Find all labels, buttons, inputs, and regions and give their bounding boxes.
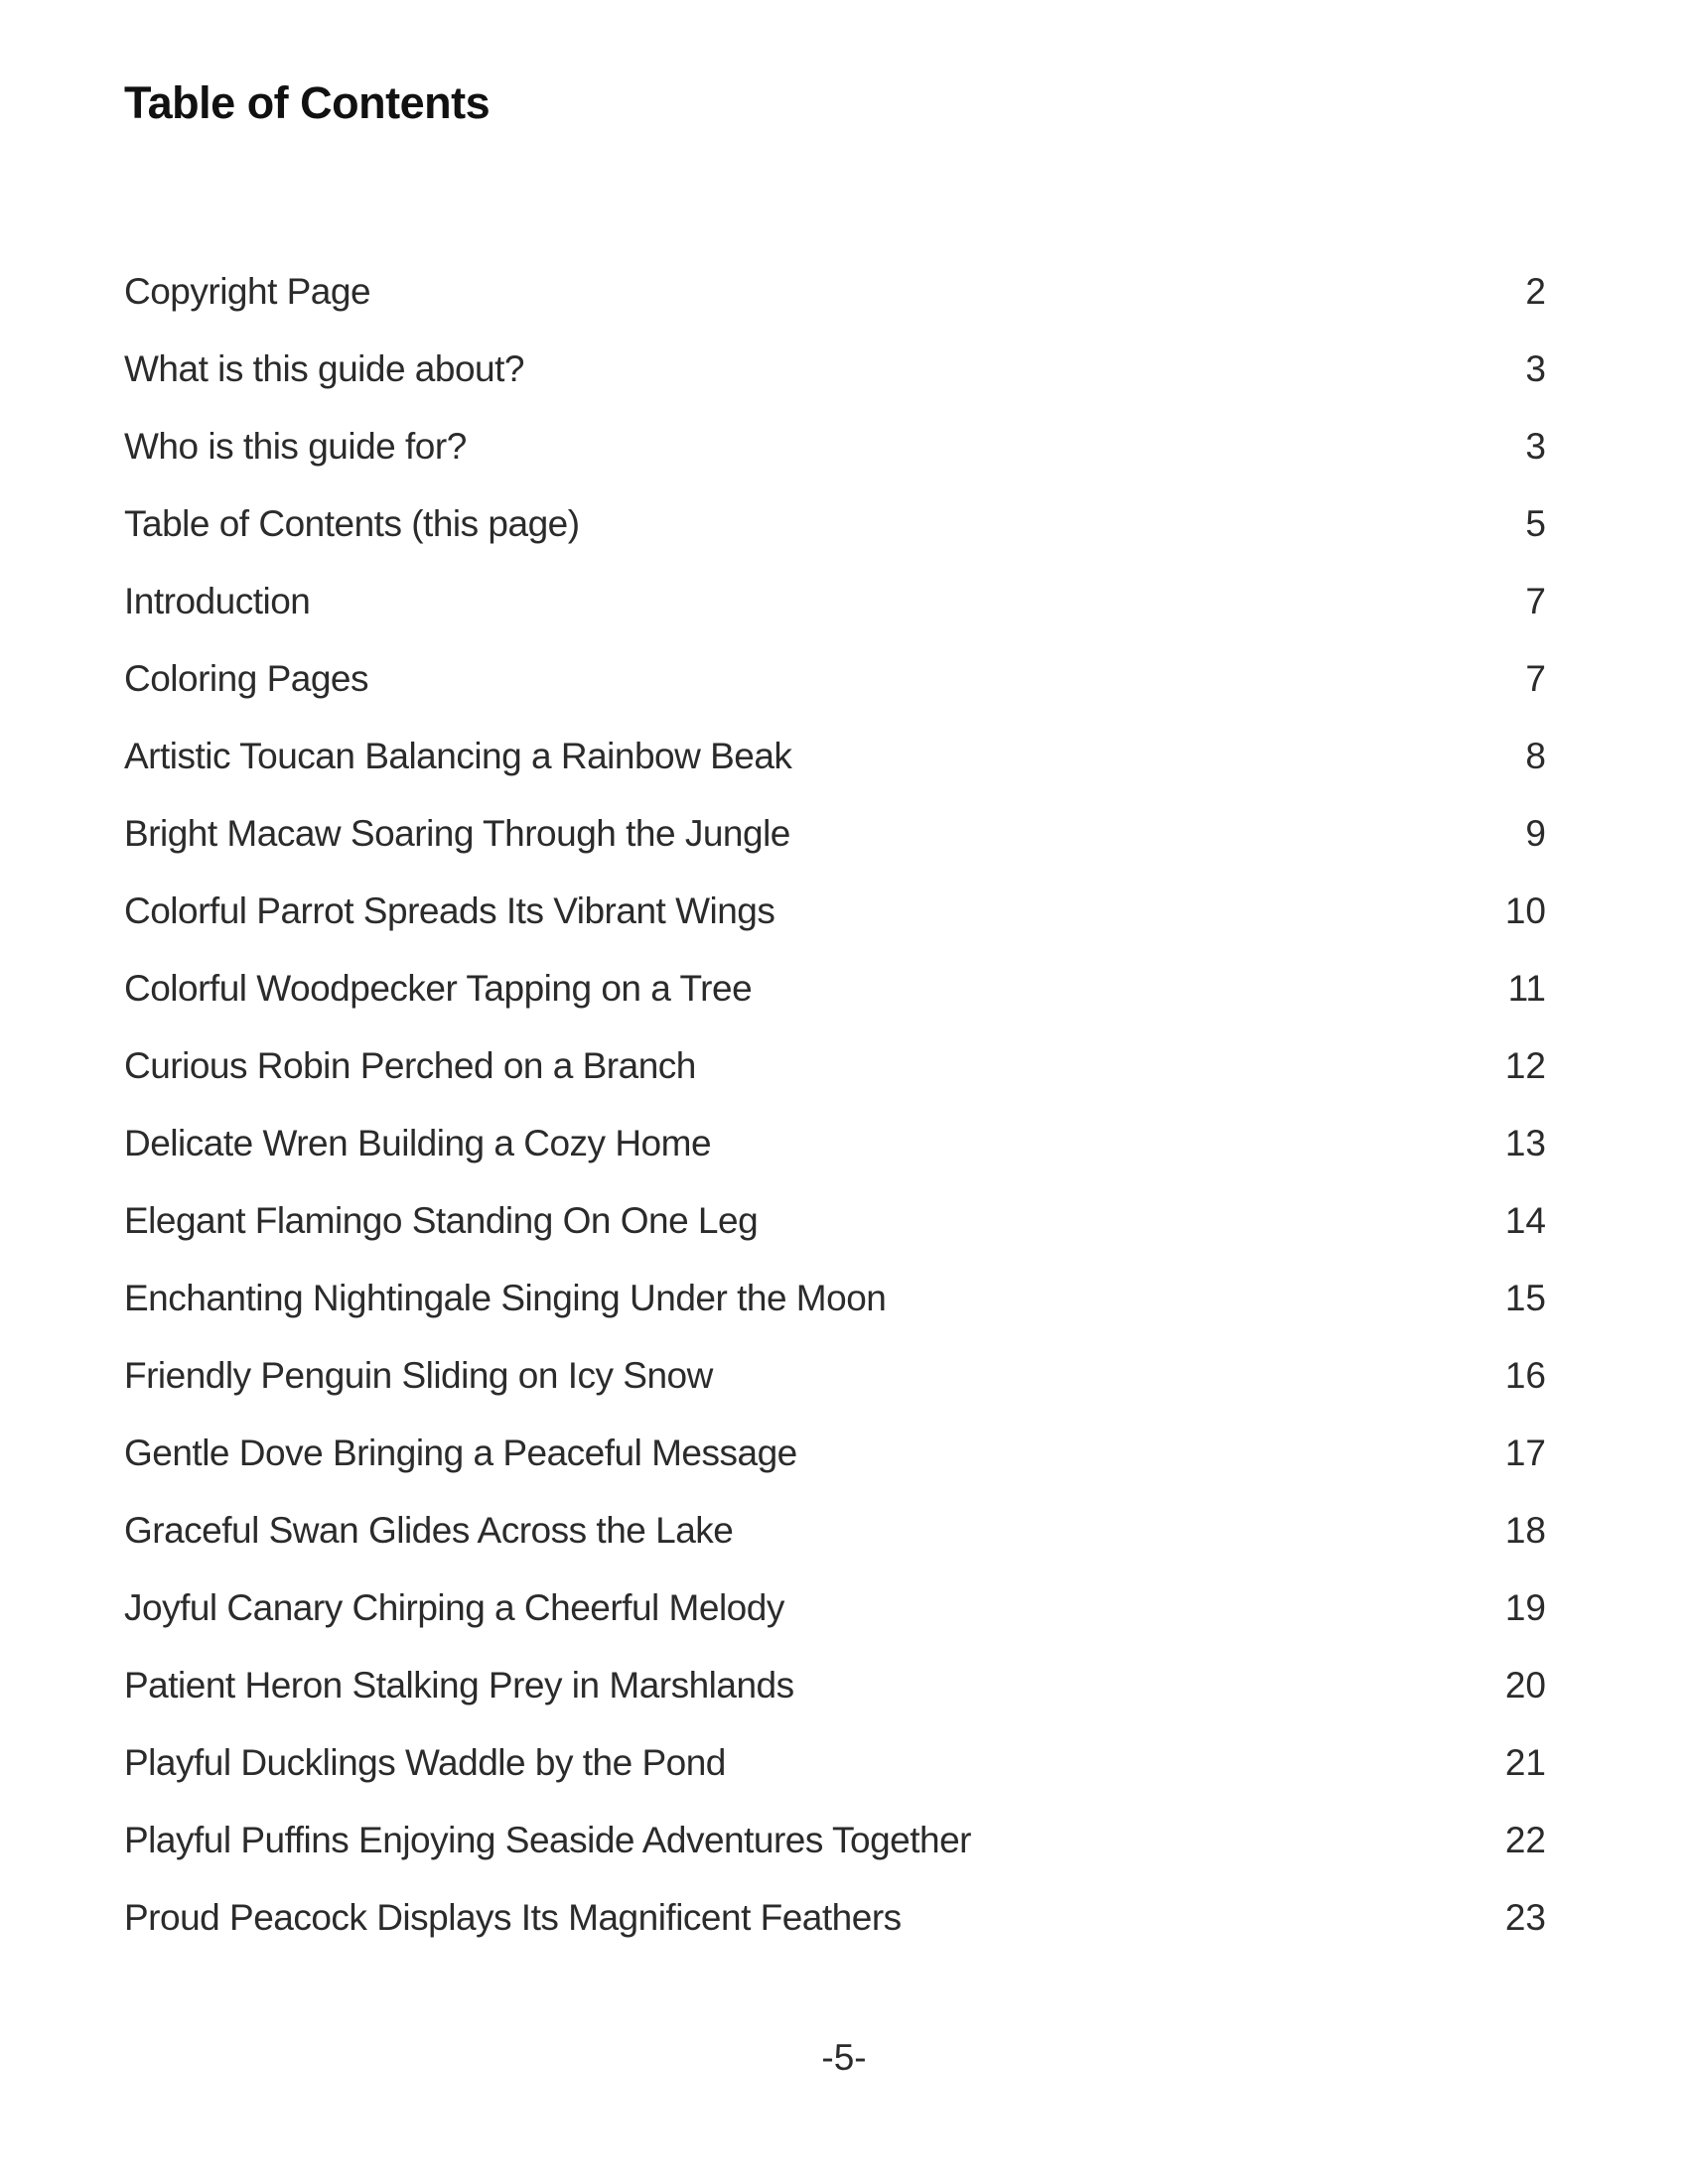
toc-entry-label: Proud Peacock Displays Its Magnificent Feathers [124,1897,902,1938]
toc-entry [124,640,1546,718]
toc-entry-label: Colorful Woodpecker Tapping on a Tree [124,968,753,1009]
toc-list [124,253,1546,1957]
toc-entry-label: Playful Puffins Enjoying Seaside Adventures Together [124,1820,971,1860]
toc-entry [124,1724,1546,1802]
toc-entry-label: Coloring Pages [124,658,368,699]
toc-entry-label: Curious Robin Perched on a Branch [124,1045,696,1086]
toc-entry [124,331,1546,408]
toc-entry [124,718,1546,795]
toc-entry [124,1879,1546,1957]
toc-entry [124,1105,1546,1182]
toc-entry [124,873,1546,950]
toc-entry [124,1337,1546,1415]
toc-entry [124,795,1546,873]
toc-entry-label: Friendly Penguin Sliding on Icy Snow [124,1355,713,1396]
toc-entry-page-number: 18 [1504,1510,1546,1551]
toc-entry [124,1492,1546,1570]
toc-entry-label: What is this guide about? [124,348,524,389]
toc-entry-page-number: 19 [1504,1587,1546,1628]
toc-entry-label: Table of Contents (this page) [124,503,580,544]
page-title: Table of Contents [124,77,491,128]
toc-entry-page-number: 15 [1504,1278,1546,1318]
toc-entry-label: Bright Macaw Soaring Through the Jungle [124,813,790,854]
toc-entry-page-number: 22 [1504,1820,1546,1860]
toc-entry-page-number: 11 [1507,968,1546,1009]
toc-entry [124,485,1546,563]
toc-entry-label: Gentle Dove Bringing a Peaceful Message [124,1433,797,1473]
toc-entry-page-number: 21 [1504,1742,1546,1783]
footer-page-number: -5- [821,2037,867,2078]
toc-entry-page-number: 7 [1525,581,1546,621]
toc-entry-label: Patient Heron Stalking Prey in Marshlands [124,1665,794,1706]
toc-entry [124,253,1546,331]
toc-entry-label: Copyright Page [124,271,371,312]
toc-entry-page-number: 2 [1525,271,1546,312]
toc-entry-label: Playful Ducklings Waddle by the Pond [124,1742,726,1783]
toc-entry-label: Joyful Canary Chirping a Cheerful Melody [124,1587,784,1628]
toc-entry-page-number: 20 [1504,1665,1546,1706]
toc-entry [124,563,1546,640]
toc-entry-label: Artistic Toucan Balancing a Rainbow Beak [124,736,792,776]
toc-entry [124,1570,1546,1647]
toc-entry-page-number: 3 [1525,426,1546,467]
toc-entry-page-number: 9 [1525,813,1546,854]
toc-entry-page-number: 7 [1525,658,1546,699]
toc-entry [124,1647,1546,1724]
toc-entry-page-number: 3 [1525,348,1546,389]
toc-entry-label: Elegant Flamingo Standing On One Leg [124,1200,759,1241]
toc-entry-page-number: 12 [1504,1045,1546,1086]
toc-entry-page-number: 5 [1525,503,1546,544]
toc-entry-page-number: 14 [1504,1200,1546,1241]
toc-entry-label: Who is this guide for? [124,426,467,467]
toc-entry [124,1802,1546,1879]
toc-entry-page-number: 16 [1504,1355,1546,1396]
toc-entry [124,1182,1546,1260]
toc-entry-label: Graceful Swan Glides Across the Lake [124,1510,734,1551]
toc-entry-label: Enchanting Nightingale Singing Under the Moon [124,1278,887,1318]
toc-entry [124,1260,1546,1337]
toc-entry [124,950,1546,1027]
toc-entry-page-number: 23 [1504,1897,1546,1938]
toc-entry-page-number: 17 [1504,1433,1546,1473]
toc-entry-page-number: 10 [1504,890,1546,931]
toc-entry-label: Colorful Parrot Spreads Its Vibrant Wings [124,890,775,931]
toc-entry [124,1027,1546,1105]
toc-entry-label: Introduction [124,581,311,621]
toc-entry [124,1415,1546,1492]
toc-entry [124,408,1546,485]
toc-entry-page-number: 13 [1504,1123,1546,1163]
toc-entry-label: Delicate Wren Building a Cozy Home [124,1123,712,1163]
toc-entry-page-number: 8 [1525,736,1546,776]
